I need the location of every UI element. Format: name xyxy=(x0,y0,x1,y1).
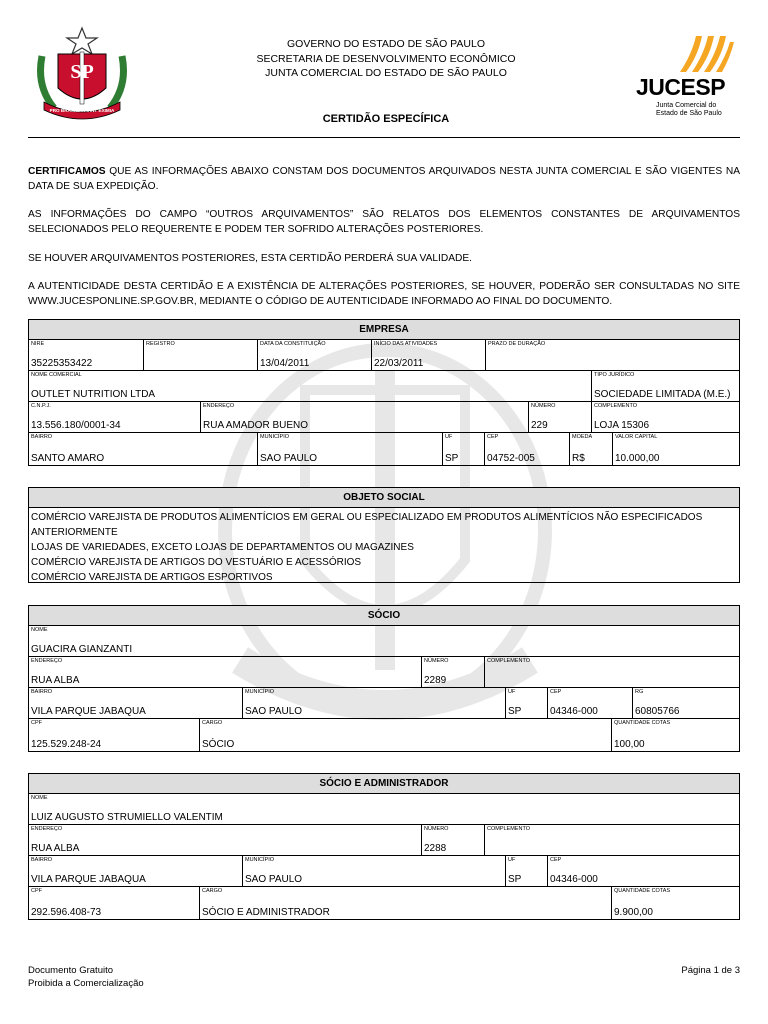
intro-paragraph-2: AS INFORMAÇÕES DO CAMPO “OUTROS ARQUIVAMENTOS” SÃO RELATOS DOS ELEMENTOS CONSTANTES DE ARQUIVAMENTOS SELECIONADOS PELO REQUERENTE E PODEM TER SOFRIDO ALTERAÇÕES POSTERIORES. xyxy=(28,209,740,235)
socio2-cargo-label: CARGO xyxy=(202,888,223,894)
empresa-endereco-field xyxy=(200,402,528,433)
socio-cep-field xyxy=(547,688,632,719)
valor-capital-label: VALOR CAPITAL xyxy=(615,434,658,440)
socio-municipio-label: MUNICÍPIO xyxy=(245,689,275,695)
socio-uf-field xyxy=(505,688,547,719)
empresa-uf-field xyxy=(442,433,484,465)
empresa-uf-value: SP xyxy=(445,453,459,464)
socio2-cpf-field xyxy=(29,887,199,919)
empresa-municipio-value: SAO PAULO xyxy=(260,453,318,464)
valor-capital-value: 10.000,00 xyxy=(615,453,660,464)
socio-cotas-field xyxy=(611,719,739,751)
socio-municipio-value: SAO PAULO xyxy=(245,706,303,717)
tipo-juridico-field xyxy=(591,371,739,402)
empresa-cep-label: CEP xyxy=(487,434,499,440)
intro-paragraph-4: A AUTENTICIDADE DESTA CERTIDÃO E A EXISTÊNCIA DE ALTERAÇÕES POSTERIORES, SE HOUVER, PODERÃO SER CONSULTADAS NO SITE WWW.JUCESPONLINE.SP.GOV.BR, MEDIANTE O CÓDIGO DE AUTENTICIDADE INFORMADO AO FINAL DO DOCUMENTO. xyxy=(28,281,740,307)
jucesp-logo-sub1: Junta Comercial do xyxy=(656,102,717,109)
valor-capital-field xyxy=(612,433,739,465)
empresa-municipio-field xyxy=(257,433,442,465)
socio-cargo-label: CARGO xyxy=(202,720,223,726)
socio2-cargo-value: SÓCIO E ADMINISTRADOR xyxy=(202,907,330,918)
socio2-municipio-label: MUNICÍPIO xyxy=(245,857,275,863)
nire-value: 35225353422 xyxy=(31,358,93,369)
svg-text:SP: SP xyxy=(70,61,94,83)
socio2-cargo-field xyxy=(199,887,611,919)
socio2-cpf-value: 292.596.408-73 xyxy=(31,907,102,918)
socio-rg-label: RG xyxy=(635,689,644,695)
registro-field xyxy=(143,340,257,371)
socio2-endereco-field xyxy=(29,825,421,856)
document-title: CERTIDÃO ESPECÍFICA xyxy=(322,113,450,125)
empresa-complemento-value: LOJA 15306 xyxy=(594,420,650,431)
intro-paragraph-1 xyxy=(28,164,740,194)
socio2-cep-field xyxy=(547,856,739,887)
footer-proibida-comercializacao: Proibida a Comercialização xyxy=(28,977,144,989)
moeda-label: MOEDA xyxy=(572,434,593,440)
empresa-section xyxy=(28,319,740,466)
certificamos-bold: CERTIFICAMOS xyxy=(28,166,106,177)
cnpj-value: 13.556.180/0001-34 xyxy=(31,420,121,431)
constituicao-value: 13/04/2011 xyxy=(260,358,310,369)
header-line-3: JUNTA COMERCIAL DO ESTADO DE SÃO PAULO xyxy=(265,67,507,79)
socio-cpf-label: CPF xyxy=(31,720,42,726)
socio-cep-label: CEP xyxy=(550,689,562,695)
socio-cotas-label: QUANTIDADE COTAS xyxy=(614,720,671,726)
socio-administrador-title: SÓCIO E ADMINISTRADOR xyxy=(29,774,739,794)
socio-endereco-label: ENDEREÇO xyxy=(31,658,63,664)
empresa-numero-value: 229 xyxy=(531,420,548,431)
socio2-nome-field xyxy=(29,794,739,825)
svg-text:PRO BRASILIA FIANT EXIMIA: PRO BRASILIA FIANT EXIMIA xyxy=(49,108,115,113)
socio2-bairro-field xyxy=(29,856,242,887)
socio2-cotas-label: QUANTIDADE COTAS xyxy=(614,888,671,894)
socio-uf-label: UF xyxy=(508,689,516,695)
inicio-value: 22/03/2011 xyxy=(374,358,424,369)
socio-title: SÓCIO xyxy=(29,606,739,626)
socio-endereco-field xyxy=(29,657,421,688)
objeto-social-list xyxy=(31,510,737,585)
moeda-value: R$ xyxy=(572,453,585,464)
socio-endereco-value: RUA ALBA xyxy=(31,675,80,686)
inicio-atividades-field xyxy=(371,340,485,371)
socio2-uf-value: SP xyxy=(508,874,522,885)
socio2-endereco-label: ENDEREÇO xyxy=(31,826,63,832)
objeto-line: COMÉRCIO VAREJISTA DE ARTIGOS DO VESTUÁRIO E ACESSÓRIOS xyxy=(31,557,362,568)
empresa-municipio-label: MUNICÍPIO xyxy=(260,434,290,440)
nire-field xyxy=(29,340,143,371)
socio-uf-value: SP xyxy=(508,706,522,717)
moeda-field xyxy=(569,433,612,465)
empresa-numero-label: NÚMERO xyxy=(531,403,556,409)
socio-nome-label: NOME xyxy=(31,627,48,633)
socio-municipio-field xyxy=(242,688,505,719)
empresa-cep-value: 04752-005 xyxy=(487,453,535,464)
tipo-juridico-label: TIPO JURÍDICO xyxy=(594,372,635,378)
page-number: Página 1 de 3 xyxy=(681,965,740,976)
socio2-bairro-value: VILA PARQUE JABAQUA xyxy=(31,874,146,885)
socio-complemento-label: COMPLEMENTO xyxy=(487,658,530,664)
header-line-2: SECRETARIA DE DESENVOLVIMENTO ECONÔMICO xyxy=(256,53,516,65)
nire-label: NIRE xyxy=(31,341,45,347)
empresa-bairro-field xyxy=(29,433,257,465)
socio-cargo-value: SÓCIO xyxy=(202,739,235,750)
jucesp-logo xyxy=(636,34,740,124)
empresa-title: EMPRESA xyxy=(29,320,739,340)
socio2-numero-label: NÚMERO xyxy=(424,826,449,832)
socio2-cotas-value: 9.900,00 xyxy=(614,907,653,918)
socio2-cotas-field xyxy=(611,887,739,919)
jucesp-logo-name: JUCESP xyxy=(636,74,726,100)
socio2-complemento-label: COMPLEMENTO xyxy=(487,826,530,832)
constituicao-field xyxy=(257,340,371,371)
footer-documento-gratuito: Documento Gratuito xyxy=(28,965,114,976)
intro-p1-text: QUE AS INFORMAÇÕES ABAIXO CONSTAM DOS DOCUMENTOS ARQUIVADOS NESTA JUNTA COMERCIAL E SÃO VIGENTES NA DATA DE SUA EXPEDIÇÃO. xyxy=(28,166,740,192)
empresa-endereco-label: ENDEREÇO xyxy=(203,403,235,409)
cnpj-label: C.N.P.J. xyxy=(31,403,51,409)
constituicao-label: DATA DA CONSTITUIÇÃO xyxy=(260,341,326,347)
jucesp-logo-sub2: Estado de São Paulo xyxy=(656,110,722,117)
socio-bairro-value: VILA PARQUE JABAQUA xyxy=(31,706,146,717)
nome-comercial-field xyxy=(29,371,591,402)
socio-cargo-field xyxy=(199,719,611,751)
socio2-numero-field xyxy=(421,825,484,856)
socio2-nome-label: NOME xyxy=(31,795,48,801)
empresa-complemento-field xyxy=(591,402,739,433)
socio2-cep-value: 04346-000 xyxy=(550,874,598,885)
socio-numero-value: 2289 xyxy=(424,675,447,686)
socio2-complemento-field xyxy=(484,825,739,856)
registro-label: REGISTRO xyxy=(146,341,175,347)
socio2-nome-value: LUIZ AUGUSTO STRUMIELLO VALENTIM xyxy=(31,812,223,823)
socio2-uf-field xyxy=(505,856,547,887)
socio-cep-value: 04346-000 xyxy=(550,706,598,717)
inicio-label: INÍCIO DAS ATIVIDADES xyxy=(374,341,438,347)
socio-rg-value: 60805766 xyxy=(635,706,680,717)
socio-rg-field xyxy=(632,688,739,719)
empresa-complemento-label: COMPLEMENTO xyxy=(594,403,637,409)
socio-bairro-label: BAIRRO xyxy=(31,689,53,695)
jucesp-stripes-icon xyxy=(674,34,734,74)
intro-paragraph-3: SE HOUVER ARQUIVAMENTOS POSTERIORES, ESTA CERTIDÃO PERDERÁ SUA VALIDADE. xyxy=(28,253,473,264)
empresa-uf-label: UF xyxy=(445,434,453,440)
objeto-line: ANTERIORMENTE xyxy=(31,527,118,538)
socio-cpf-field xyxy=(29,719,199,751)
prazo-label: PRAZO DE DURAÇÃO xyxy=(488,341,546,347)
empresa-numero-field xyxy=(528,402,591,433)
socio-administrador-section xyxy=(28,773,740,920)
socio-section xyxy=(28,605,740,752)
socio-complemento-field xyxy=(484,657,739,688)
objeto-line: LOJAS DE VARIEDADES, EXCETO LOJAS DE DEPARTAMENTOS OU MAGAZINES xyxy=(31,542,414,553)
socio2-cep-label: CEP xyxy=(550,857,562,863)
socio2-uf-label: UF xyxy=(508,857,516,863)
sao-paulo-coat-of-arms-logo xyxy=(34,26,130,122)
footer-left xyxy=(28,965,144,990)
socio-nome-value: GUACIRA GIANZANTI xyxy=(31,644,133,655)
socio2-endereco-value: RUA ALBA xyxy=(31,843,80,854)
objeto-social-title: OBJETO SOCIAL xyxy=(29,488,739,508)
objeto-line: COMÉRCIO VAREJISTA DE ARTIGOS ESPORTIVOS xyxy=(31,572,273,583)
socio-bairro-field xyxy=(29,688,242,719)
tipo-juridico-value: SOCIEDADE LIMITADA (M.E.) xyxy=(594,389,731,400)
socio2-numero-value: 2288 xyxy=(424,843,447,854)
prazo-field xyxy=(485,340,739,371)
socio-numero-label: NÚMERO xyxy=(424,658,449,664)
socio2-municipio-field xyxy=(242,856,505,887)
socio-cpf-value: 125.529.248-24 xyxy=(31,739,102,750)
empresa-endereco-value: RUA AMADOR BUENO xyxy=(203,420,309,431)
socio-nome-field xyxy=(29,626,739,657)
empresa-cep-field xyxy=(484,433,569,465)
socio2-municipio-value: SAO PAULO xyxy=(245,874,303,885)
socio-cotas-value: 100,00 xyxy=(614,739,645,750)
socio2-cpf-label: CPF xyxy=(31,888,42,894)
empresa-bairro-value: SANTO AMARO xyxy=(31,453,105,464)
socio-numero-field xyxy=(421,657,484,688)
socio2-bairro-label: BAIRRO xyxy=(31,857,53,863)
header-divider xyxy=(28,137,740,138)
objeto-social-section xyxy=(28,487,740,583)
nome-comercial-value: OUTLET NUTRITION LTDA xyxy=(31,389,156,400)
empresa-bairro-label: BAIRRO xyxy=(31,434,53,440)
nome-comercial-label: NOME COMERCIAL xyxy=(31,372,82,378)
header-line-1: GOVERNO DO ESTADO DE SÃO PAULO xyxy=(287,38,485,50)
objeto-line: COMÉRCIO VAREJISTA DE PRODUTOS ALIMENTÍCIOS EM GERAL OU ESPECIALIZADO EM PRODUTOS ALIMENTÍCIOS NÃO ESPECIFICADOS xyxy=(31,512,703,523)
cnpj-field xyxy=(29,402,200,433)
